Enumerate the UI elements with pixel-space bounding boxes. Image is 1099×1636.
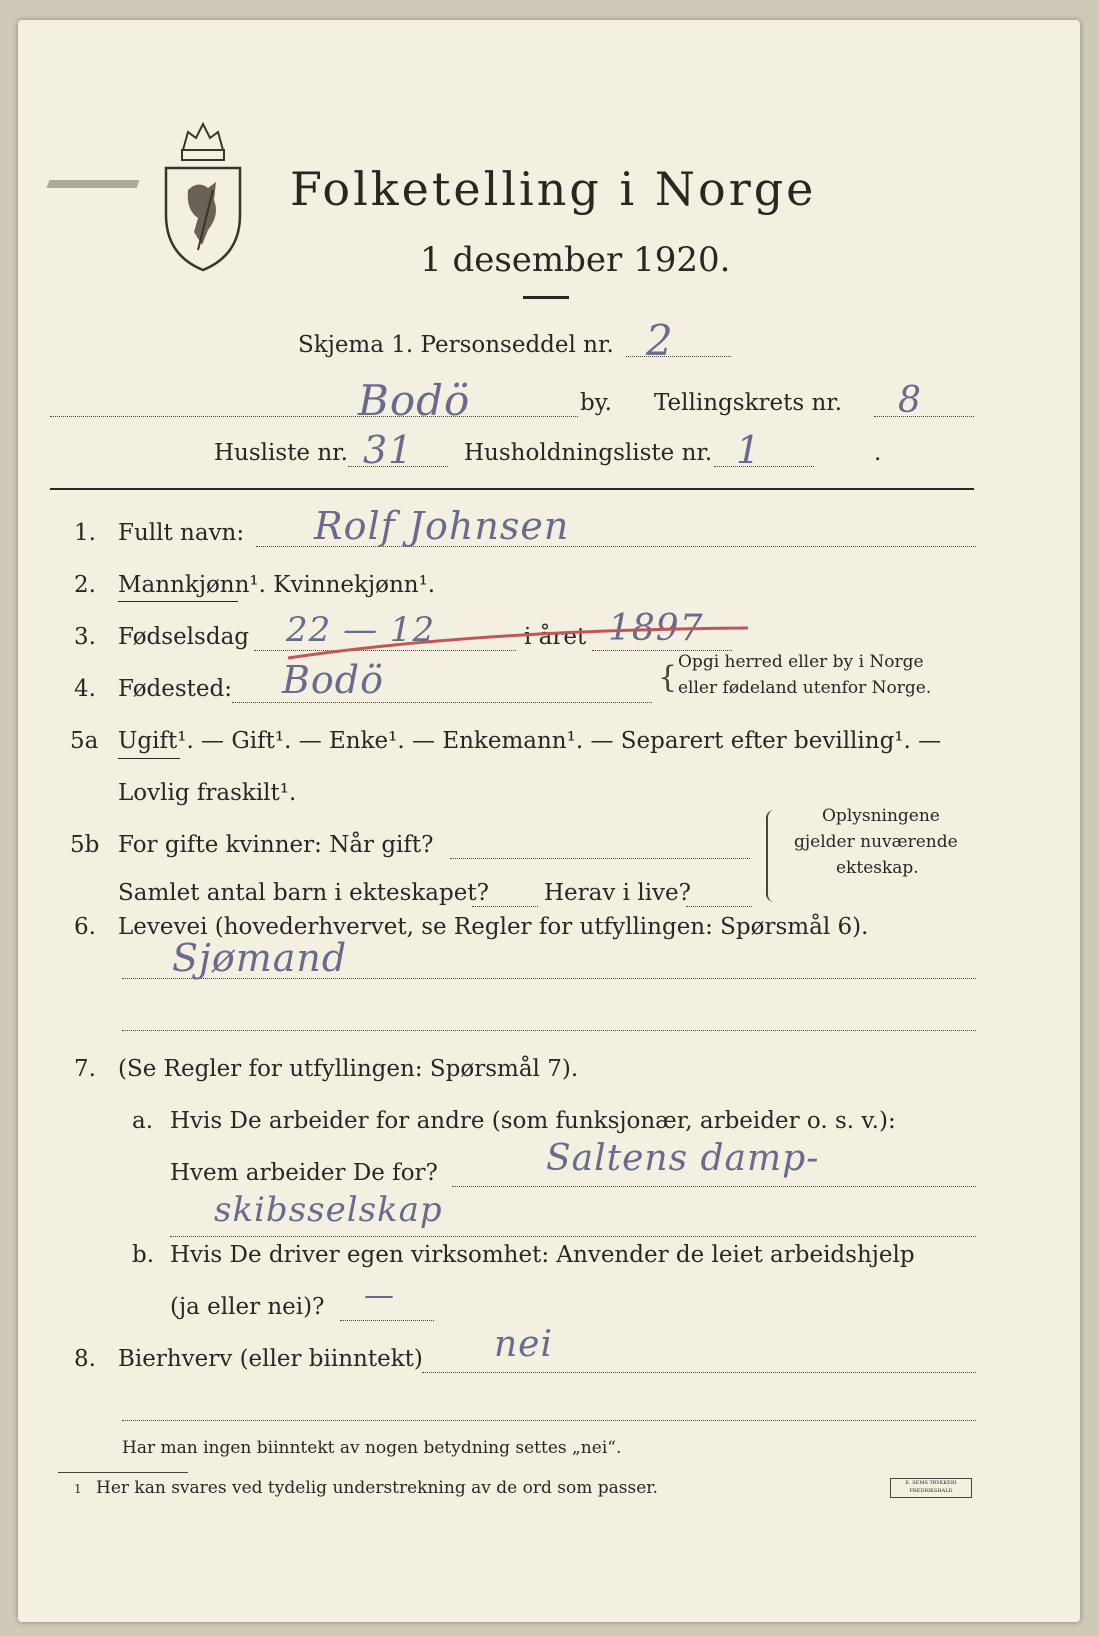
schema-number-value: 2	[646, 316, 674, 365]
footnote-number: 1	[74, 1482, 82, 1496]
birthplace-value: Bodö	[282, 658, 385, 702]
employer-field-2[interactable]	[170, 1236, 976, 1237]
q7b-line-1: Hvis De driver egen virksomhet: Anvender de leiet arbeidshjelp	[170, 1242, 915, 1268]
q8-label: Bierhverv (eller biinntekt)	[118, 1346, 423, 1372]
city-field[interactable]	[50, 416, 578, 417]
q5b-children-label: Samlet antal barn i ekteskapet?	[118, 880, 489, 906]
form-title: Folketelling i Norge	[290, 162, 817, 216]
occupation-value: Sjømand	[172, 936, 348, 980]
birth-year-value: 1897	[608, 608, 704, 649]
hired-help-value: —	[364, 1278, 395, 1313]
schema-label: Skjema 1. Personseddel nr.	[298, 332, 614, 358]
krets-label: Tellingskrets nr.	[654, 390, 843, 416]
husliste-label: Husliste nr.	[214, 440, 348, 466]
q7b-line-2: (ja eller nei)?	[170, 1294, 325, 1320]
marital-options[interactable]: Ugift¹. — Gift¹. — Enke¹. — Enkemann¹. — Separert efter bevilling¹. —	[118, 728, 942, 754]
occupation-field-2[interactable]	[122, 1030, 976, 1031]
husholdning-value: 1	[736, 428, 762, 472]
q1-number: 1.	[74, 520, 96, 546]
q5b-note-3: ekteskap.	[836, 858, 919, 878]
coat-of-arms-icon	[158, 120, 248, 275]
birthday-value: 22 — 12	[286, 610, 436, 650]
husliste-value: 31	[363, 428, 414, 472]
krets-field[interactable]	[874, 416, 974, 417]
footnote-text: Her kan svares ved tydelig understrekning av de ord som passer.	[96, 1478, 658, 1498]
q1-label: Fullt navn:	[118, 520, 245, 546]
ink-smudge	[47, 180, 140, 188]
q7a-number: a.	[132, 1108, 154, 1134]
printer-stamp: E. SEMS TRYKKERI FREDRIKSHALD	[890, 1478, 972, 1498]
q7-number: 7.	[74, 1056, 96, 1082]
q6-number: 6.	[74, 914, 96, 940]
employer-value-2: skibsselskap	[214, 1190, 443, 1230]
q4-label: Fødested:	[118, 676, 233, 702]
q3-number: 3.	[74, 624, 96, 650]
q4-number: 4.	[74, 676, 96, 702]
q2-number: 2.	[74, 572, 96, 598]
employer-value-1: Saltens damp-	[546, 1138, 820, 1179]
q6-label: Levevei (hovederhvervet, se Regler for utfyllingen: Spørsmål 6).	[118, 914, 869, 940]
marital-options-2[interactable]: Lovlig fraskilt¹.	[118, 780, 297, 806]
marital-underline	[118, 758, 180, 759]
children-alive-field[interactable]	[686, 906, 752, 907]
birthplace-note-2: eller fødeland utenfor Norge.	[678, 678, 932, 698]
q7a-employer-label: Hvem arbeider De for?	[170, 1160, 438, 1186]
husholdning-label: Husholdningsliste nr.	[464, 440, 713, 466]
header-rule	[50, 488, 974, 490]
q7a-line-1: Hvis De arbeider for andre (som funksjonær, arbeider o. s. v.):	[170, 1108, 896, 1134]
side-income-field-2[interactable]	[122, 1420, 976, 1421]
q5b-number: 5b	[70, 832, 100, 858]
q5b-line-1: For gifte kvinner: Når gift?	[118, 832, 434, 858]
title-divider	[523, 296, 569, 299]
census-form	[18, 20, 1080, 1622]
q8-number: 8.	[74, 1346, 96, 1372]
sex-options[interactable]: Mannkjønn¹. Kvinnekjønn¹.	[118, 572, 436, 598]
q7-label: (Se Regler for utfyllingen: Spørsmål 7).	[118, 1056, 579, 1082]
sex-underline	[118, 601, 238, 602]
census-date: 1 desember 1920.	[420, 240, 731, 280]
birthplace-note-1: Opgi herred eller by i Norge	[678, 652, 924, 672]
q5b-note-2: gjelder nuværende	[794, 832, 958, 852]
q5b-note-1: Oplysningene	[822, 806, 940, 826]
side-income-field[interactable]	[422, 1372, 976, 1373]
q5a-number: 5a	[70, 728, 99, 754]
q3-year-label: i året	[524, 624, 587, 650]
q5b-brace	[766, 810, 778, 902]
schema-number-field[interactable]	[626, 356, 731, 357]
footer-note: Har man ingen biinntekt av nogen betydning settes „nei“.	[122, 1438, 622, 1458]
hired-help-field[interactable]	[340, 1320, 434, 1321]
children-count-field[interactable]	[472, 906, 538, 907]
full-name-value: Rolf Johnsen	[314, 504, 570, 548]
q5b-alive-label: Herav i live?	[544, 880, 691, 906]
q7b-number: b.	[132, 1242, 155, 1268]
krets-value: 8	[898, 380, 922, 421]
city-value: Bodö	[358, 376, 471, 425]
q3-label: Fødselsdag	[118, 624, 250, 650]
husliste-trailing: .	[874, 440, 882, 466]
note-brace: {	[658, 660, 678, 695]
city-by-label: by.	[580, 390, 612, 416]
birthplace-field[interactable]	[232, 702, 652, 703]
husholdning-field[interactable]	[714, 466, 814, 467]
employer-field[interactable]	[452, 1186, 976, 1187]
footnote-rule	[58, 1472, 188, 1473]
side-income-value: nei	[494, 1324, 554, 1365]
married-when-field[interactable]	[450, 858, 750, 859]
